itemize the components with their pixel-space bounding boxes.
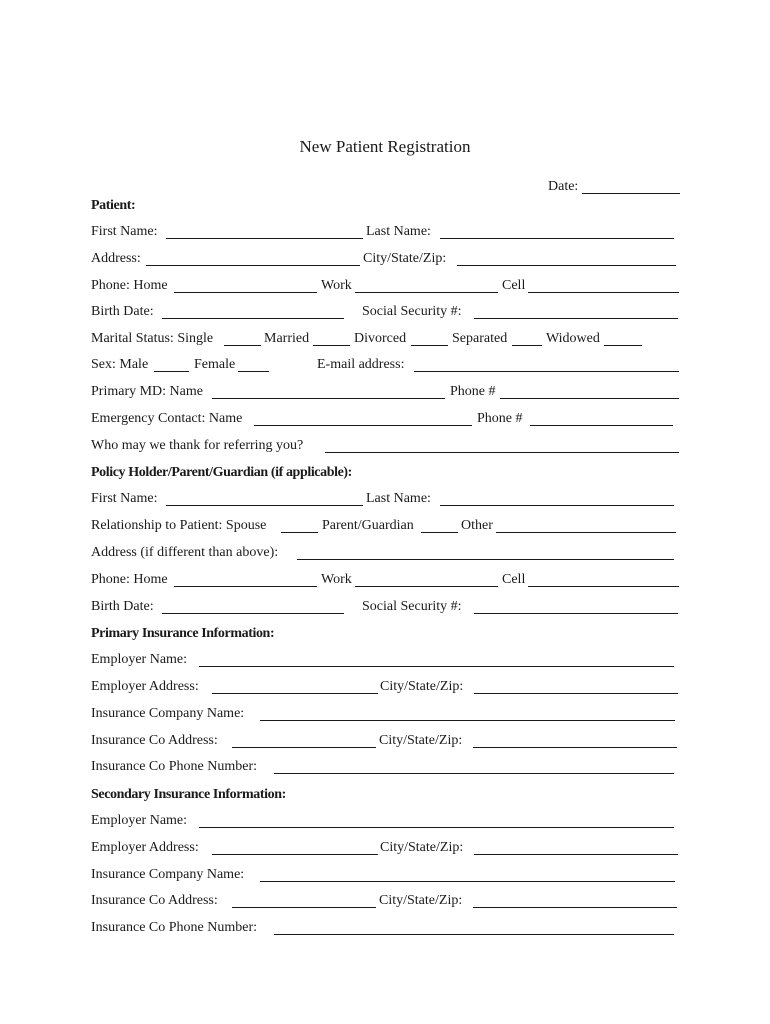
secondary-insurance-company-name-label: Insurance Company Name: (91, 867, 245, 882)
insurance-co-address-label: Insurance Co Address: (91, 733, 218, 748)
phone-home-label: Phone: Home (91, 278, 168, 293)
secondary-insurance-company-field[interactable] (260, 866, 675, 882)
employer-address-label: Employer Address: (91, 679, 199, 694)
primary-employer-name-field[interactable] (199, 651, 674, 667)
sex-male-label: Sex: Male (91, 357, 149, 372)
secondary-employer-address-field[interactable] (212, 839, 378, 855)
primary-md-phone-field[interactable] (500, 383, 679, 399)
other-label: Other (461, 518, 493, 533)
secondary-insurance-address-field[interactable] (232, 892, 376, 908)
page-title: New Patient Registration (299, 137, 471, 156)
widowed-label: Widowed (546, 331, 600, 346)
insurance-city-state-zip-label: City/State/Zip: (379, 733, 463, 748)
insurance-company-name-label: Insurance Company Name: (91, 706, 245, 721)
primary-md-phone-label: Phone # (450, 384, 496, 399)
patient-birth-date-field[interactable] (162, 303, 344, 319)
primary-employer-city-state-zip-field[interactable] (474, 678, 678, 694)
secondary-insurance-co-phone-label: Insurance Co Phone Number: (91, 920, 258, 935)
primary-insurance-company-field[interactable] (260, 705, 675, 721)
spouse-field[interactable] (281, 517, 318, 533)
emergency-phone-label: Phone # (477, 411, 523, 426)
other-field[interactable] (496, 517, 676, 533)
employer-city-state-zip-label: City/State/Zip: (380, 679, 464, 694)
patient-email-field[interactable] (414, 356, 679, 372)
patient-first-name-field[interactable] (166, 223, 363, 239)
patient-last-name-field[interactable] (440, 223, 674, 239)
patient-ssn-field[interactable] (474, 303, 678, 319)
separated-label: Separated (452, 331, 508, 346)
widowed-field[interactable] (604, 330, 642, 346)
guardian-cell-label: Cell (502, 572, 526, 587)
primary-md-label: Primary MD: Name (91, 384, 203, 399)
guardian-first-name-field[interactable] (166, 490, 363, 506)
referral-label: Who may we thank for referring you? (91, 438, 304, 453)
guardian-ssn-label: Social Security #: (362, 599, 462, 614)
female-label: Female (194, 357, 236, 372)
guardian-work-phone-field[interactable] (355, 571, 498, 587)
emergency-contact-label: Emergency Contact: Name (91, 411, 243, 426)
first-name-label: First Name: (91, 224, 158, 239)
email-label: E-mail address: (317, 357, 405, 372)
secondary-employer-name-label: Employer Name: (91, 813, 188, 828)
work-label: Work (321, 278, 352, 293)
emergency-phone-field[interactable] (530, 410, 673, 426)
female-field[interactable] (238, 356, 269, 372)
employer-name-label: Employer Name: (91, 652, 188, 667)
secondary-employer-city-state-zip-field[interactable] (474, 839, 678, 855)
primary-insurance-city-state-zip-field[interactable] (473, 732, 677, 748)
primary-insurance-address-field[interactable] (232, 732, 376, 748)
guardian-home-phone-field[interactable] (174, 571, 317, 587)
city-state-zip-label: City/State/Zip: (363, 251, 447, 266)
guardian-birth-date-label: Birth Date: (91, 599, 154, 614)
guardian-last-name-label: Last Name: (366, 491, 431, 506)
patient-address-field[interactable] (146, 250, 360, 266)
ssn-label: Social Security #: (362, 304, 462, 319)
secondary-insurance-co-address-label: Insurance Co Address: (91, 893, 218, 908)
primary-insurance-phone-field[interactable] (274, 758, 674, 774)
primary-employer-address-field[interactable] (212, 678, 378, 694)
address-label: Address: (91, 251, 141, 266)
married-field[interactable] (313, 330, 350, 346)
secondary-employer-name-field[interactable] (199, 812, 674, 828)
secondary-insurance-city-state-zip-label: City/State/Zip: (379, 893, 463, 908)
single-field[interactable] (224, 330, 261, 346)
separated-field[interactable] (512, 330, 542, 346)
guardian-last-name-field[interactable] (440, 490, 674, 506)
secondary-employer-city-state-zip-label: City/State/Zip: (380, 840, 464, 855)
male-field[interactable] (154, 356, 189, 372)
birth-date-label: Birth Date: (91, 304, 154, 319)
last-name-label: Last Name: (366, 224, 431, 239)
emergency-contact-name-field[interactable] (254, 410, 472, 426)
guardian-address-field[interactable] (297, 544, 674, 560)
insurance-co-phone-label: Insurance Co Phone Number: (91, 759, 258, 774)
patient-cell-phone-field[interactable] (528, 277, 679, 293)
secondary-insurance-phone-field[interactable] (274, 919, 674, 935)
date-label: Date: (548, 179, 579, 194)
relationship-label: Relationship to Patient: Spouse (91, 518, 267, 533)
cell-label: Cell (502, 278, 526, 293)
address-different-label: Address (if different than above): (91, 545, 279, 560)
secondary-insurance-city-state-zip-field[interactable] (473, 892, 677, 908)
primary-md-name-field[interactable] (212, 383, 445, 399)
patient-home-phone-field[interactable] (174, 277, 317, 293)
divorced-label: Divorced (354, 331, 407, 346)
guardian-phone-home-label: Phone: Home (91, 572, 168, 587)
date-field[interactable] (582, 178, 680, 194)
parent-guardian-field[interactable] (421, 517, 458, 533)
married-label: Married (264, 331, 310, 346)
marital-status-label: Marital Status: Single (91, 331, 214, 346)
guardian-first-name-label: First Name: (91, 491, 158, 506)
registration-form: New Patient Registration Date: Patient: First Name: Last Name: Address: City/State/Zip: Phone: Home Work Cell Birth Date: Social Security #: Marital Status: Single Married Divorced Separated Widowed Sex: Male Female E-mail address: Primary MD: Name Phone # Emergency Contact: Name Phone # Who may we thank for referring you? Policy Holder/Parent/Guardian (if applicable): First Name: Last Name: Relationship to Patient: Spouse Parent/Guardian Other Address (if different than above): Phone: Home Work Cell Birth Date: Social Security #: Primary Insurance Information: Employer Name: Employer Address: City/State/Zip: Insurance Company Name: Insurance Co Address: City/State/Zip: Insurance Co Phone Number: Secondary Insurance Information: Employer Name: Employer Address: City/State/Zip: Insurance Company Name: Insurance Co Address: City/State/Zip: Insurance Co Phone Number: (0, 0, 770, 1024)
referral-field[interactable] (325, 437, 679, 453)
guardian-birth-date-field[interactable] (162, 598, 344, 614)
guardian-ssn-field[interactable] (474, 598, 678, 614)
guardian-work-label: Work (321, 572, 352, 587)
parent-guardian-label: Parent/Guardian (322, 518, 414, 533)
patient-work-phone-field[interactable] (355, 277, 498, 293)
secondary-employer-address-label: Employer Address: (91, 840, 199, 855)
guardian-cell-phone-field[interactable] (528, 571, 679, 587)
divorced-field[interactable] (411, 330, 448, 346)
patient-city-state-zip-field[interactable] (457, 250, 676, 266)
